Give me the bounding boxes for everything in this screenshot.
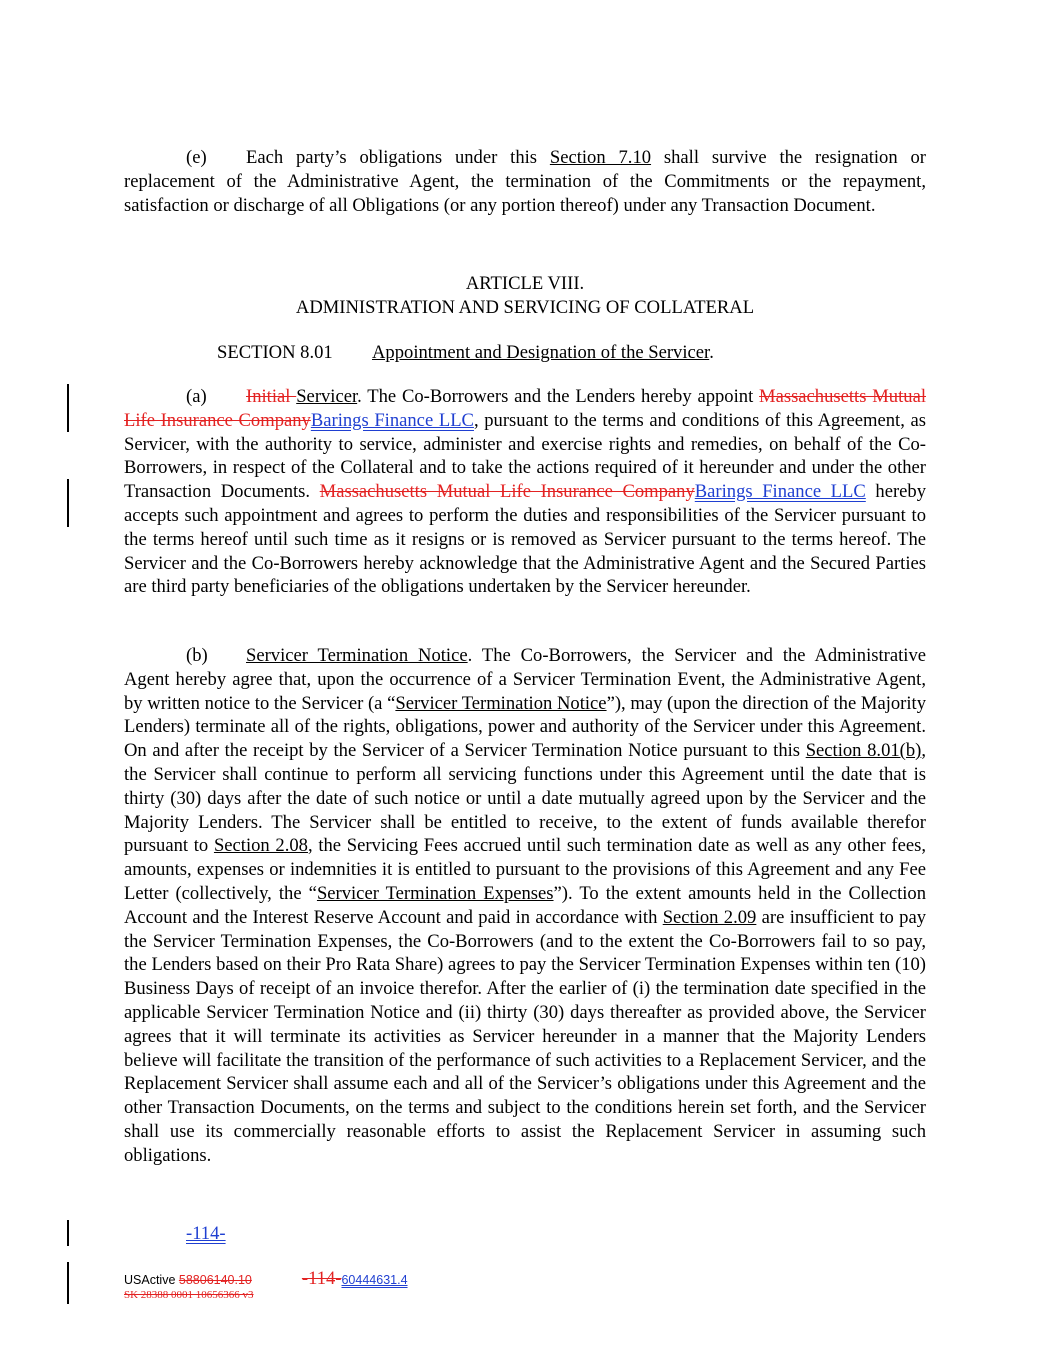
section-heading: SECTION 8.01 Appointment and Designation of the Servicer. [217,342,714,363]
deleted-text: Massachusetts Mutual Life Insurance Company [319,481,695,503]
paragraph-label: (a) [186,386,207,407]
section-number: SECTION 8.01 [217,342,333,363]
inserted-text: Barings Finance LLC [310,409,474,431]
section-title: Appointment and Designation of the Servicer [372,342,710,363]
inserted-text: Barings Finance LLC [694,481,866,503]
paragraph-heading: Servicer [296,386,358,407]
paragraph-heading: Servicer Termination Notice [246,645,468,666]
deleted-text: -114- [301,1268,342,1289]
paragraph-label: (b) [186,645,208,666]
page-number: -114- [186,1223,226,1244]
defined-term: Servicer Termination Expenses [316,882,554,904]
section-reference-link[interactable]: Section 2.09 [662,906,757,928]
paragraph-b: (b) Servicer Termination Notice. The Co-Borrowers, the Servicer and the Administrative Agent hereby agree that, upon the occurrence of a Servicer Termination Event, the Administrative Agent, by written notice to the Servicer (a “Servicer Termination Notice”), may (upon the direction of the Majority Lenders) terminate all of the rights, obligations, power and authority of the Servicer under this Agreement. On and after the receipt by the Servicer of a Servicer Termination Notice pursuant to this Section 8.01(b), the Servicer shall continue to perform all servicing functions under this Agreement until the date that is thirty (30) days after the date of such notice or until a date mutually agreed upon by the Servicer and the Majority Lenders. The Servicer shall be entitled to receive, to the extent of funds available therefor pursuant to Section 2.08, the Servicing Fees accrued until such termination date as well as any other fees, amounts, expenses or indemnities it is entitled to pursuant to the provisions of this Agreement and any Fee Letter (collectively, the “Servicer Termination Expenses”). To the extent amounts held in the Collection Account and the Interest Reserve Account and paid in accordance with Section 2.09 are insufficient to pay the Servicer Termination Expenses, the Co-Borrowers (and to the extent the Co-Borrowers fail to so pay, the Lenders based on their Pro Rata Share) agrees to pay the Servicer Termination Expenses within ten (10) Business Days of receipt of an invoice therefor. After the earlier of (i) the termination date specified in the applicable Servicer Termination Notice and (ii) thirty (30) days thereafter as provided above, the Servicer agrees that it will terminate its activities as Servicer hereunder in a manner that the Majority Lenders believe will facilitate the transition of the performance of such activities to a Replacement Servicer, and the Replacement Servicer shall assume each and all of the Servicer’s obligations under this Agreement and the other Transaction Documents, on the terms and subject to the conditions herein set forth, and the Servicer shall use its commercially reasonable efforts to assist the Replacement Servicer in assuming such obligations. [124,645,927,1166]
deleted-text: 58806140.10 [178,1273,252,1287]
paragraph-a: (a) Initial Servicer. The Co-Borrowers and the Lenders hereby appoint Massachusetts Mutual Life Insurance CompanyBarings Finance LLC, pursuant to the terms and conditions of this Agreement, as Servicer, with the authority to service, administer and exercise rights and remedies, on behalf of the Co- Borrowers, in respect of the Collateral and to take the actions required of it hereunder and under the other Transaction Documents. Massachusetts Mutual Life Insurance CompanyBarings Finance LLC hereby accepts such appointment and agrees to perform the duties and responsibilities of the Servicer pursuant to the terms hereof until such time as it resigns or is removed as Servicer pursuant to the terms hereof. The Servicer and the Co-Borrowers hereby acknowledge that the Administrative Agent and the Secured Parties are third party beneficiaries of the obligations undertaken by the Servicer hereunder. [124,386,926,598]
section-reference-link[interactable]: Section 7.10 [549,147,652,168]
paragraph-e: (e) Each party’s obligations under this Section 7.10 shall survive the resignation or replacement of the Administrative Agent, the termination of the Commitments or the repayment, satisfaction or discharge of all Obligations (or any portion thereof) under any Transaction Document. [124,147,926,216]
article-number: ARTICLE VIII. [465,273,585,294]
change-bar [67,479,69,527]
section-reference-link[interactable]: Section 2.08 [213,835,308,857]
paragraph-label: (e) [186,147,207,168]
inserted-text: 60444631.4 [341,1273,408,1287]
deleted-text: Massachusetts Mutual Life Insurance Company [124,386,926,431]
section-reference-link[interactable]: Section 8.01(b) [805,740,922,762]
footer-document-id: USActive 58806140.10 -114-60444631.4 [124,1268,408,1289]
footer-old-reference: SK 28388 0001 10656366 v3 [124,1289,254,1301]
article-title: ADMINISTRATION AND SERVICING OF COLLATERAL [295,297,755,318]
change-bar [67,1262,69,1304]
deleted-text: Initial [246,386,297,407]
change-bar [67,384,69,432]
defined-term: Servicer Termination Notice [395,692,607,714]
change-bar [67,1220,69,1246]
